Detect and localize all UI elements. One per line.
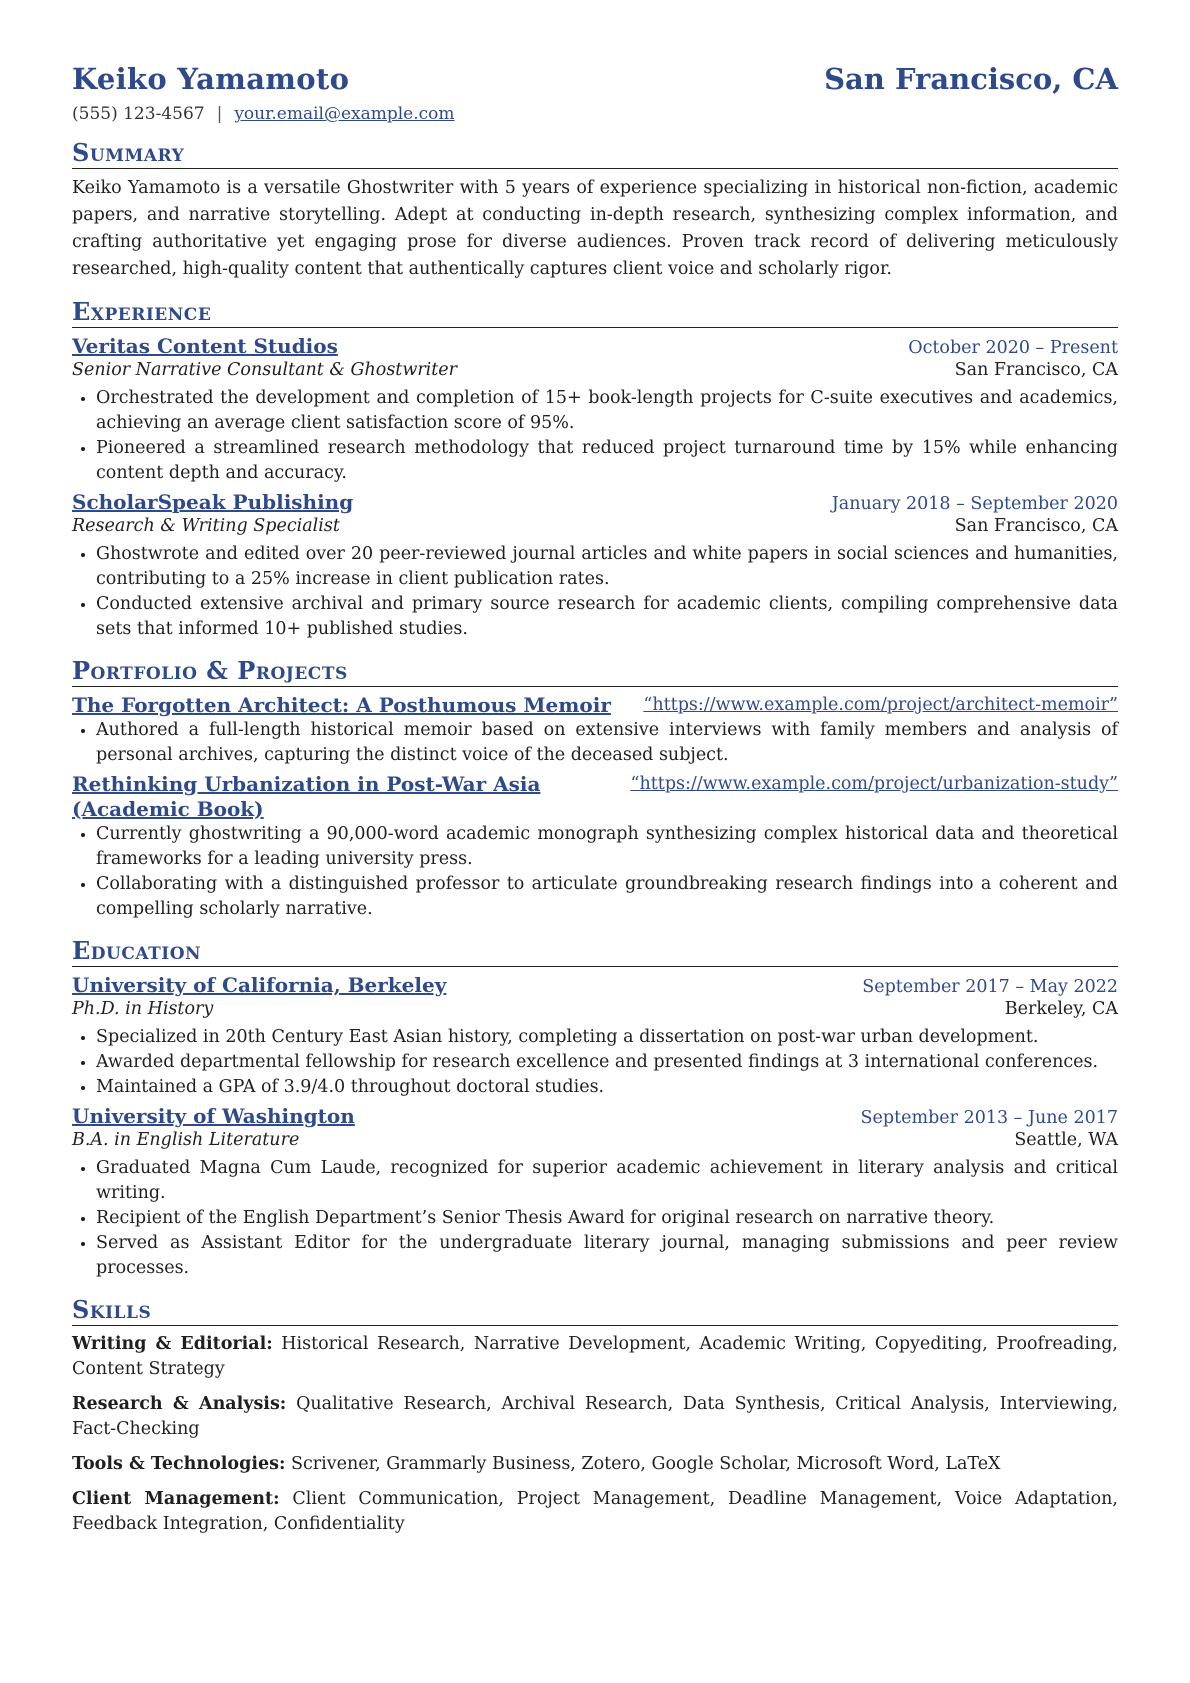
employer-link[interactable]: Veritas Content Studios — [72, 334, 338, 358]
summary-section — [72, 138, 1118, 283]
degree: B.A. in English Literature — [72, 1130, 300, 1150]
resume-header — [72, 62, 1118, 96]
skill-items: Qualitative Research, Archival Research, Data Synthesis, Critical Analysis, Interviewing, Fact-Checking — [72, 1394, 1118, 1439]
contact-separator: | — [216, 104, 223, 124]
skill-items: Historical Research, Narrative Development, Academic Writing, Copyediting, Proofreading, Content Strategy — [72, 1334, 1118, 1379]
project-entry — [72, 772, 1118, 922]
job-role: Research & Writing Specialist — [72, 516, 340, 536]
experience-entry — [72, 334, 1118, 486]
project-url-link[interactable]: “https://www.example.com/project/architect-memoir” — [643, 695, 1118, 715]
contact-line — [72, 104, 1118, 124]
list-item: • Ghostwrote and edited over 20 peer-reviewed journal articles and white papers in social sciences and humanities, contributing to a 25% increase in client publication rates. — [96, 542, 1118, 592]
job-dates: January 2018 – September 2020 — [831, 494, 1118, 514]
education-heading: Education — [72, 936, 1118, 967]
list-item: • Orchestrated the development and completion of 15+ book-length projects for C-suite executives and academics, achieving an average client satisfaction score of 95%. — [96, 386, 1118, 436]
candidate-name: Keiko Yamamoto — [72, 62, 350, 96]
list-item: • Collaborating with a distinguished professor to articulate groundbreaking research findings into a coherent and compelling scholarly narrative. — [96, 872, 1118, 922]
employer-link[interactable]: ScholarSpeak Publishing — [72, 490, 354, 514]
job-dates: October 2020 – Present — [908, 338, 1118, 358]
job-bullets — [72, 542, 1118, 642]
school-dates: September 2017 – May 2022 — [862, 977, 1118, 997]
school-bullets — [72, 1156, 1118, 1281]
education-section — [72, 936, 1118, 1281]
phone-number: (555) 123-4567 — [72, 104, 205, 124]
skill-label: Client Management: — [72, 1489, 280, 1509]
list-item: • Conducted extensive archival and primary source research for academic clients, compiling comprehensive data sets that informed 10+ published studies. — [96, 592, 1118, 642]
list-item: • Recipient of the English Department’s Senior Thesis Award for original research on narrative theory. — [96, 1206, 1118, 1231]
header-location: San Francisco, CA — [824, 62, 1118, 96]
projects-heading: Portfolio & Projects — [72, 656, 1118, 687]
experience-heading: Experience — [72, 297, 1118, 328]
job-role: Senior Narrative Consultant & Ghostwriter — [72, 360, 458, 380]
school-link[interactable]: University of Washington — [72, 1104, 355, 1128]
list-item: • Maintained a GPA of 3.9/4.0 throughout doctoral studies. — [96, 1075, 1118, 1100]
summary-heading: Summary — [72, 138, 1118, 169]
education-entry — [72, 973, 1118, 1100]
skill-label: Research & Analysis: — [72, 1394, 287, 1414]
education-entry — [72, 1104, 1118, 1281]
skill-group — [72, 1452, 1118, 1477]
project-title-link[interactable]: The Forgotten Architect: A Posthumous Memoir — [72, 693, 611, 717]
email-link[interactable]: your.email@example.com — [234, 104, 455, 124]
experience-entry — [72, 490, 1118, 642]
list-item: • Pioneered a streamlined research methodology that reduced project turnaround time by 15% while enhancing content depth and accuracy. — [96, 436, 1118, 486]
school-dates: September 2013 – June 2017 — [860, 1108, 1118, 1128]
projects-section — [72, 656, 1118, 922]
skills-heading: Skills — [72, 1295, 1118, 1326]
summary-text: Keiko Yamamoto is a versatile Ghostwriter with 5 years of experience specializing in historical non-fiction, academic papers, and narrative storytelling. Adept at conducting in-depth research, synthesizing complex information, and crafting authoritative yet engaging prose for diverse audiences. Proven track record of delivering meticulously researched, high-quality content that authentically captures client voice and scholarly rigor. — [72, 178, 1118, 279]
project-entry — [72, 693, 1118, 768]
skill-items: Scrivener, Grammarly Business, Zotero, Google Scholar, Microsoft Word, LaTeX — [291, 1454, 1001, 1474]
project-url-link[interactable]: “https://www.example.com/project/urbanization-study” — [630, 774, 1118, 794]
experience-section — [72, 297, 1118, 642]
skill-items: Client Communication, Project Management, Deadline Management, Voice Adaptation, Feedback Integration, Confidentiality — [72, 1489, 1118, 1534]
job-location: San Francisco, CA — [954, 360, 1118, 380]
degree: Ph.D. in History — [72, 999, 214, 1019]
list-item: • Awarded departmental fellowship for research excellence and presented findings at 3 international conferences. — [96, 1050, 1118, 1075]
job-location: San Francisco, CA — [954, 516, 1118, 536]
skill-label: Tools & Technologies: — [72, 1454, 286, 1474]
skill-group — [72, 1487, 1118, 1537]
list-item: • Authored a full-length historical memoir based on extensive interviews with family members and analysis of personal archives, capturing the distinct voice of the deceased subject. — [96, 718, 1118, 768]
skill-label: Writing & Editorial: — [72, 1334, 273, 1354]
school-location: Seattle, WA — [1014, 1130, 1118, 1150]
school-bullets — [72, 1025, 1118, 1100]
job-bullets — [72, 386, 1118, 486]
list-item: • Served as Assistant Editor for the undergraduate literary journal, managing submissions and peer review processes. — [96, 1231, 1118, 1281]
project-bullets — [72, 822, 1118, 922]
skill-group — [72, 1332, 1118, 1382]
list-item: • Graduated Magna Cum Laude, recognized for superior academic achievement in literary analysis and critical writing. — [96, 1156, 1118, 1206]
project-bullets — [72, 718, 1118, 768]
school-link[interactable]: University of California, Berkeley — [72, 973, 447, 997]
skills-section — [72, 1295, 1118, 1537]
project-title-link[interactable]: Rethinking Urbanization in Post-War Asia (Academic Book) — [72, 772, 541, 821]
school-location: Berkeley, CA — [1004, 999, 1118, 1019]
list-item: • Specialized in 20th Century East Asian history, completing a dissertation on post-war urban development. — [96, 1025, 1118, 1050]
list-item: • Currently ghostwriting a 90,000-word academic monograph synthesizing complex historical data and theoretical frameworks for a leading university press. — [96, 822, 1118, 872]
skill-group — [72, 1392, 1118, 1442]
